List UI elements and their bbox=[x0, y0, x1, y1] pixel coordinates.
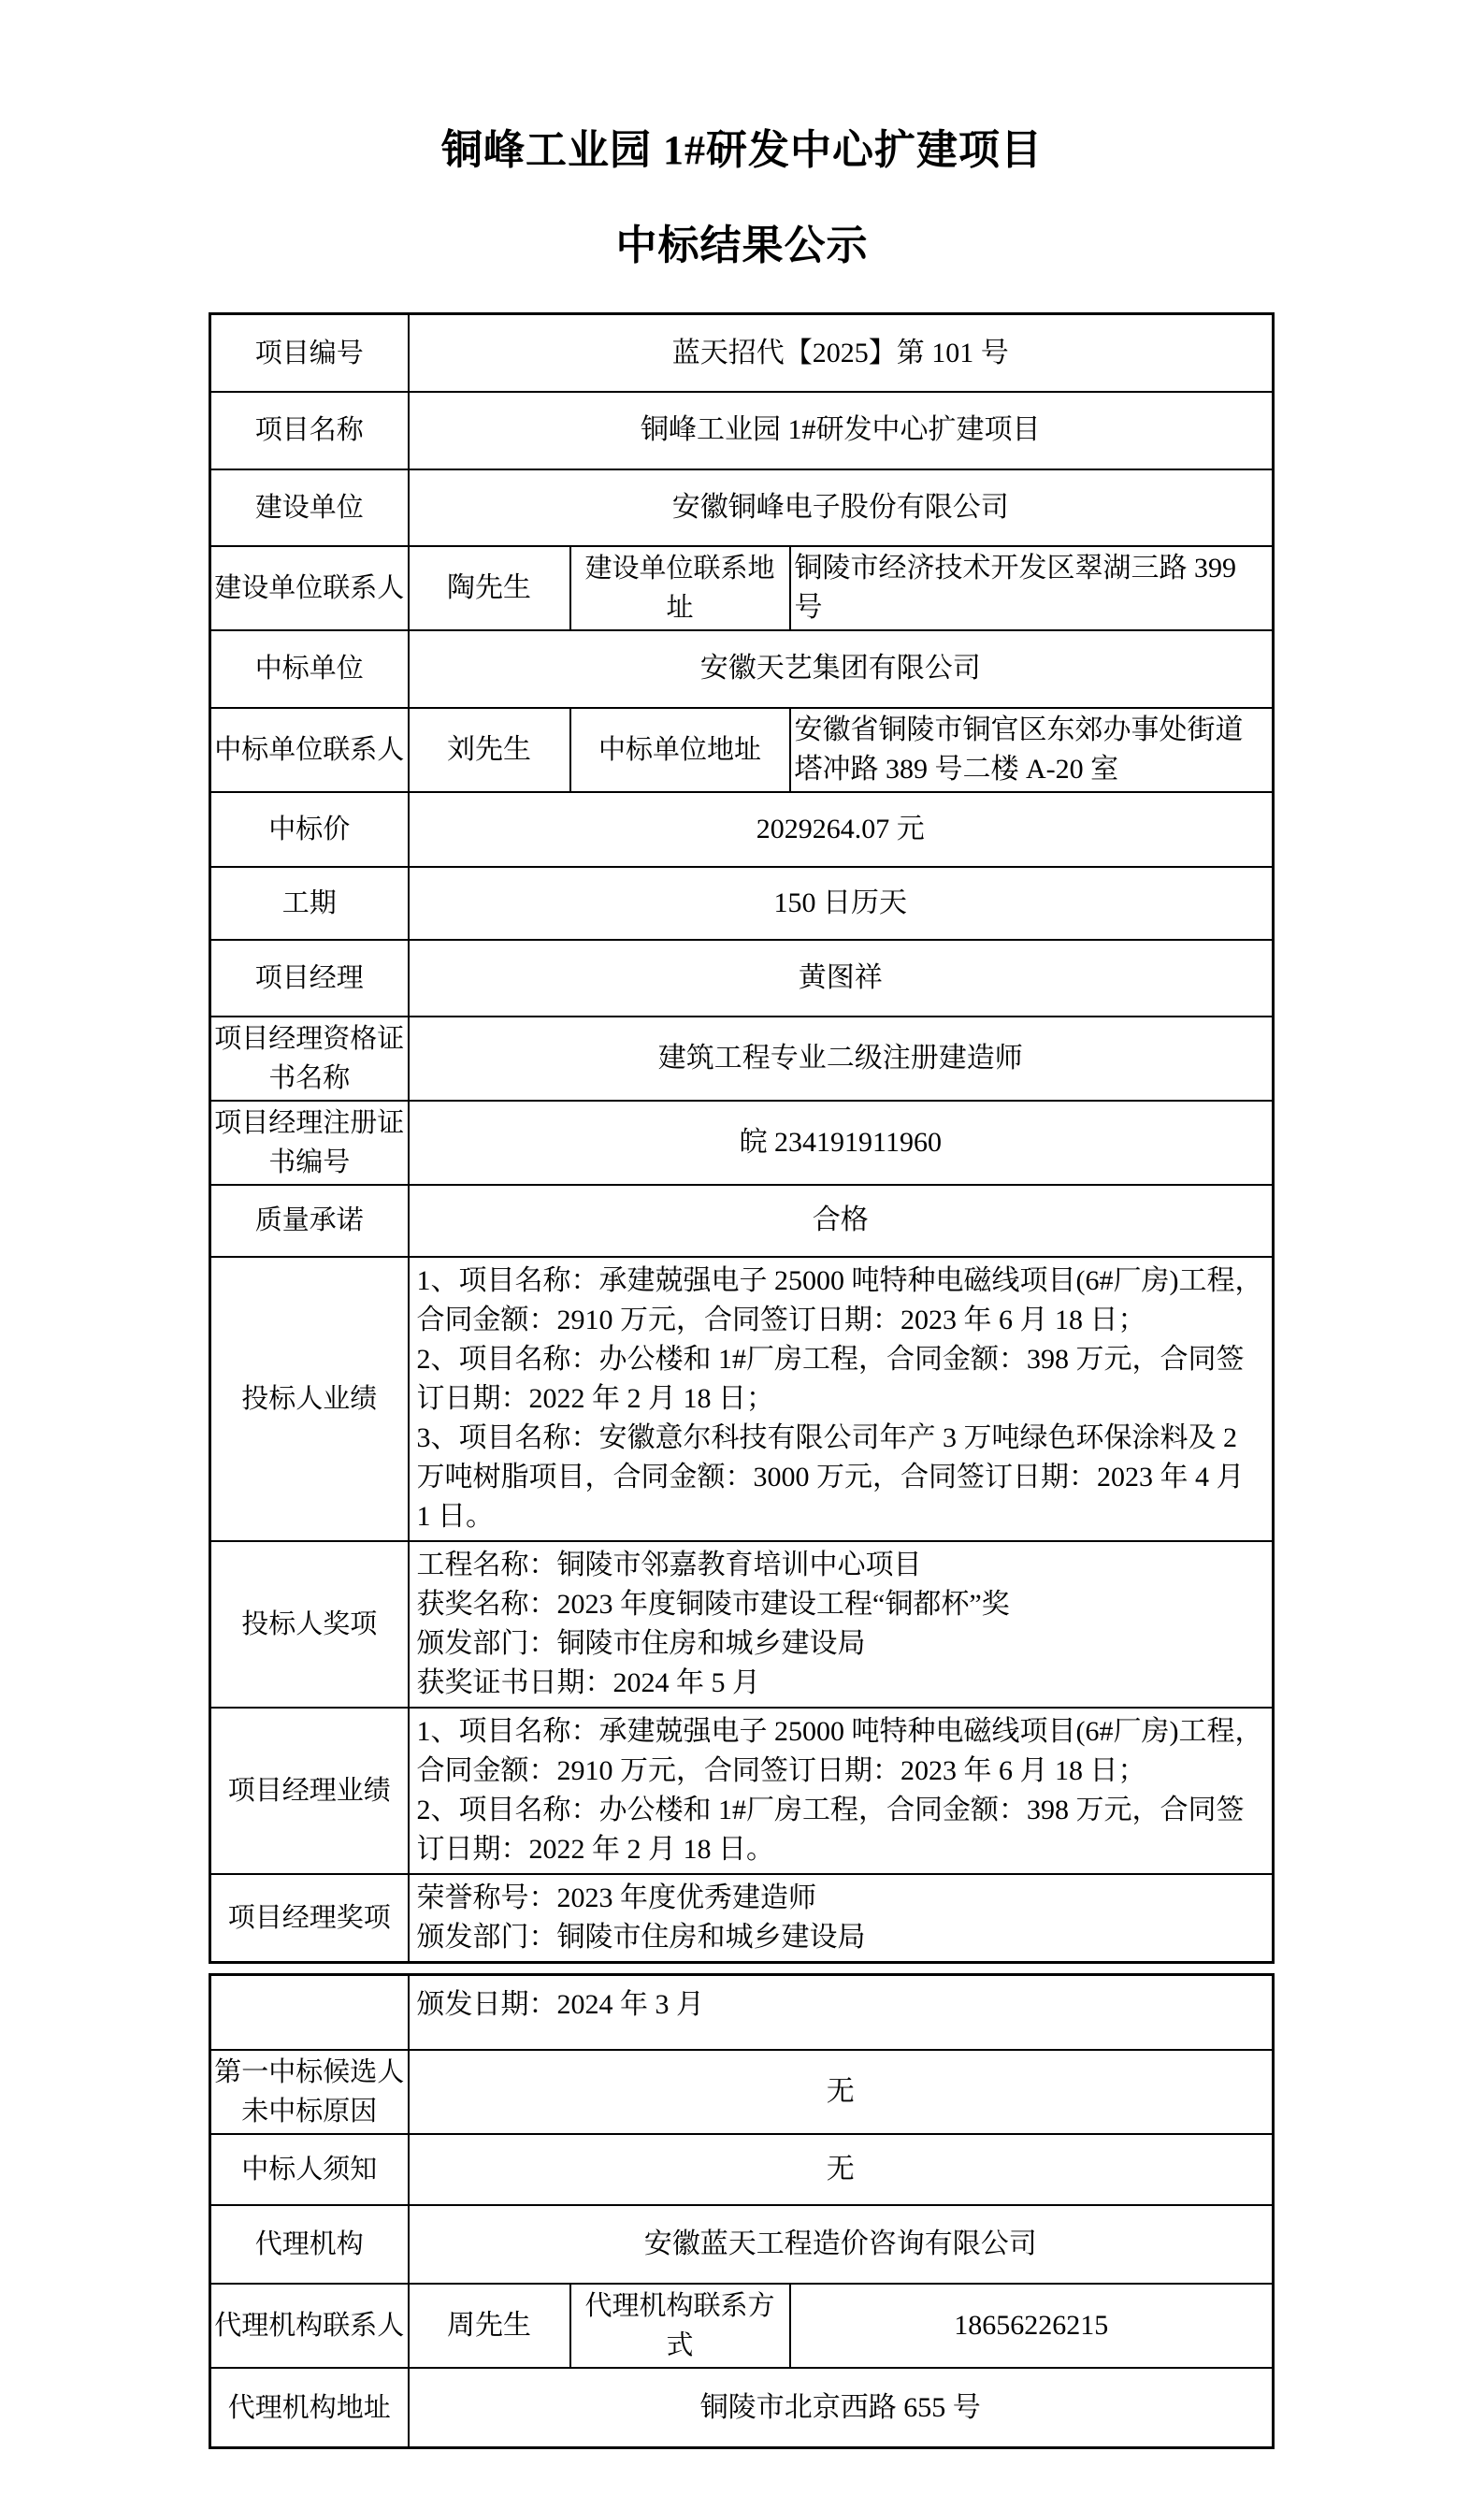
winner-value: 安徽天艺集团有限公司 bbox=[409, 630, 1274, 708]
bid-result-table-section-2 bbox=[209, 1973, 1275, 2449]
winner-address-label: 中标单位地址 bbox=[570, 708, 790, 792]
table-row-agency bbox=[210, 2205, 1274, 2284]
table-row-manager bbox=[210, 940, 1274, 1017]
bidder-awards-label: 投标人奖项 bbox=[210, 1541, 409, 1708]
agency-phone-value: 18656226215 bbox=[790, 2284, 1274, 2368]
document-header bbox=[0, 0, 1484, 267]
table-row-agency-contact bbox=[210, 2284, 1274, 2368]
table-row-quality bbox=[210, 1185, 1274, 1257]
table-row-manager-cert-no bbox=[210, 1101, 1274, 1185]
manager-cert-no-value: 皖 234191911960 bbox=[409, 1101, 1274, 1185]
table-row-project-name bbox=[210, 392, 1274, 469]
winner-contact-name: 刘先生 bbox=[409, 708, 570, 792]
bidder-performance-value bbox=[409, 1257, 1274, 1541]
bid-price-label: 中标价 bbox=[210, 792, 409, 867]
project-no-value: 蓝天招代【2025】第 101 号 bbox=[409, 314, 1274, 392]
table-row-first-candidate-reason bbox=[210, 2050, 1274, 2134]
first-candidate-reason-label: 第一中标候选人未中标原因 bbox=[210, 2050, 409, 2134]
manager-awards-label: 项目经理奖项 bbox=[210, 1874, 409, 1963]
owner-contact-name: 陶先生 bbox=[409, 546, 570, 630]
document-title-line2: 中标结果公示 bbox=[615, 223, 869, 269]
quality-label: 质量承诺 bbox=[210, 1185, 409, 1257]
table-row-owner bbox=[210, 469, 1274, 546]
manager-performance-value bbox=[409, 1708, 1274, 1874]
manager-awards-continued-empty-cell bbox=[210, 1974, 409, 2050]
agency-address-value: 铜陵市北京西路 655 号 bbox=[409, 2368, 1274, 2447]
text-line: 工程名称：铜陵市邻嘉教育培训中心项目 bbox=[416, 1549, 922, 1580]
agency-label: 代理机构 bbox=[210, 2205, 409, 2284]
text-line: 荣誉称号：2023 年度优秀建造师 bbox=[416, 1882, 816, 1913]
table-row-manager-cert-name bbox=[210, 1017, 1274, 1101]
manager-cert-no-label: 项目经理注册证书编号 bbox=[210, 1101, 409, 1185]
bidder-performance-label: 投标人业绩 bbox=[210, 1257, 409, 1541]
table-row-manager-performance bbox=[210, 1708, 1274, 1874]
text-line: 2、项目名称：办公楼和 1#厂房工程，合同金额：398 万元，合同签订日期：2022 年 2 月 18 日。 bbox=[416, 1794, 1245, 1865]
table-row-agency-address bbox=[210, 2368, 1274, 2447]
text-line: 获奖证书日期：2024 年 5 月 bbox=[416, 1666, 760, 1698]
table-row-winner-notice bbox=[210, 2134, 1274, 2205]
table-row-bidder-awards bbox=[210, 1541, 1274, 1708]
bid-result-table-wrapper bbox=[209, 312, 1272, 2449]
project-name-value: 铜峰工业园 1#研发中心扩建项目 bbox=[409, 392, 1274, 469]
table-row-manager-awards bbox=[210, 1874, 1274, 1963]
table-row-bid-price bbox=[210, 792, 1274, 867]
table-row-winner bbox=[210, 630, 1274, 708]
agency-contact-name: 周先生 bbox=[409, 2284, 570, 2368]
manager-value: 黄图祥 bbox=[409, 940, 1274, 1017]
owner-address-label: 建设单位联系地址 bbox=[570, 546, 790, 630]
owner-address-value: 铜陵市经济技术开发区翠湖三路 399 号 bbox=[790, 546, 1274, 630]
table-row-bidder-performance bbox=[210, 1257, 1274, 1541]
agency-phone-label: 代理机构联系方式 bbox=[570, 2284, 790, 2368]
winner-notice-value: 无 bbox=[409, 2134, 1274, 2205]
table-row-owner-contact bbox=[210, 546, 1274, 630]
agency-contact-label: 代理机构联系人 bbox=[210, 2284, 409, 2368]
bidder-awards-value bbox=[409, 1541, 1274, 1708]
winner-address-value: 安徽省铜陵市铜官区东郊办事处街道塔冲路 389 号二楼 A-20 室 bbox=[790, 708, 1274, 792]
page-break-gap bbox=[209, 1964, 1272, 1973]
bid-result-table-section-1 bbox=[209, 312, 1275, 1964]
agency-value: 安徽蓝天工程造价咨询有限公司 bbox=[409, 2205, 1274, 2284]
table-row-duration bbox=[210, 867, 1274, 940]
project-name-label: 项目名称 bbox=[210, 392, 409, 469]
text-line: 颁发日期：2024 年 3 月 bbox=[416, 1988, 704, 2020]
table-row-project-no bbox=[210, 314, 1274, 392]
text-line: 1、项目名称：承建兢强电子 25000 吨特种电磁线项目(6#厂房)工程，合同金额：2910 万元，合同签订日期：2023 年 6 月 18 日； bbox=[416, 1264, 1263, 1335]
manager-awards-value bbox=[409, 1874, 1274, 1963]
bid-price-value: 2029264.07 元 bbox=[409, 792, 1274, 867]
winner-contact-label: 中标单位联系人 bbox=[210, 708, 409, 792]
text-line: 获奖名称：2023 年度铜陵市建设工程“铜都杯”奖 bbox=[416, 1588, 1010, 1620]
document-title-line1: 铜峰工业园 1#研发中心扩建项目 bbox=[441, 127, 1043, 173]
duration-label: 工期 bbox=[210, 867, 409, 940]
winner-notice-label: 中标人须知 bbox=[210, 2134, 409, 2205]
table-row-winner-contact bbox=[210, 708, 1274, 792]
agency-address-label: 代理机构地址 bbox=[210, 2368, 409, 2447]
winner-label: 中标单位 bbox=[210, 630, 409, 708]
text-line: 2、项目名称：办公楼和 1#厂房工程，合同金额：398 万元，合同签订日期：2022 年 2 月 18 日； bbox=[416, 1343, 1245, 1414]
table-row-manager-awards-continued bbox=[210, 1974, 1274, 2050]
text-line: 3、项目名称：安徽意尔科技有限公司年产 3 万吨绿色环保涂料及 2 万吨树脂项目，合同金额：3000 万元，合同签订日期：2023 年 4 月 1 日。 bbox=[416, 1421, 1245, 1532]
duration-value: 150 日历天 bbox=[409, 867, 1274, 940]
manager-label: 项目经理 bbox=[210, 940, 409, 1017]
manager-performance-label: 项目经理业绩 bbox=[210, 1708, 409, 1874]
text-line: 颁发部门：铜陵市住房和城乡建设局 bbox=[416, 1921, 866, 1953]
text-line: 1、项目名称：承建兢强电子 25000 吨特种电磁线项目(6#厂房)工程，合同金额：2910 万元，合同签订日期：2023 年 6 月 18 日； bbox=[416, 1715, 1263, 1786]
manager-awards-continued-value bbox=[409, 1974, 1274, 2050]
first-candidate-reason-value: 无 bbox=[409, 2050, 1274, 2134]
project-no-label: 项目编号 bbox=[210, 314, 409, 392]
owner-contact-label: 建设单位联系人 bbox=[210, 546, 409, 630]
manager-cert-name-value: 建筑工程专业二级注册建造师 bbox=[409, 1017, 1274, 1101]
manager-cert-name-label: 项目经理资格证书名称 bbox=[210, 1017, 409, 1101]
quality-value: 合格 bbox=[409, 1185, 1274, 1257]
owner-label: 建设单位 bbox=[210, 469, 409, 546]
text-line: 颁发部门：铜陵市住房和城乡建设局 bbox=[416, 1627, 866, 1659]
owner-value: 安徽铜峰电子股份有限公司 bbox=[409, 469, 1274, 546]
